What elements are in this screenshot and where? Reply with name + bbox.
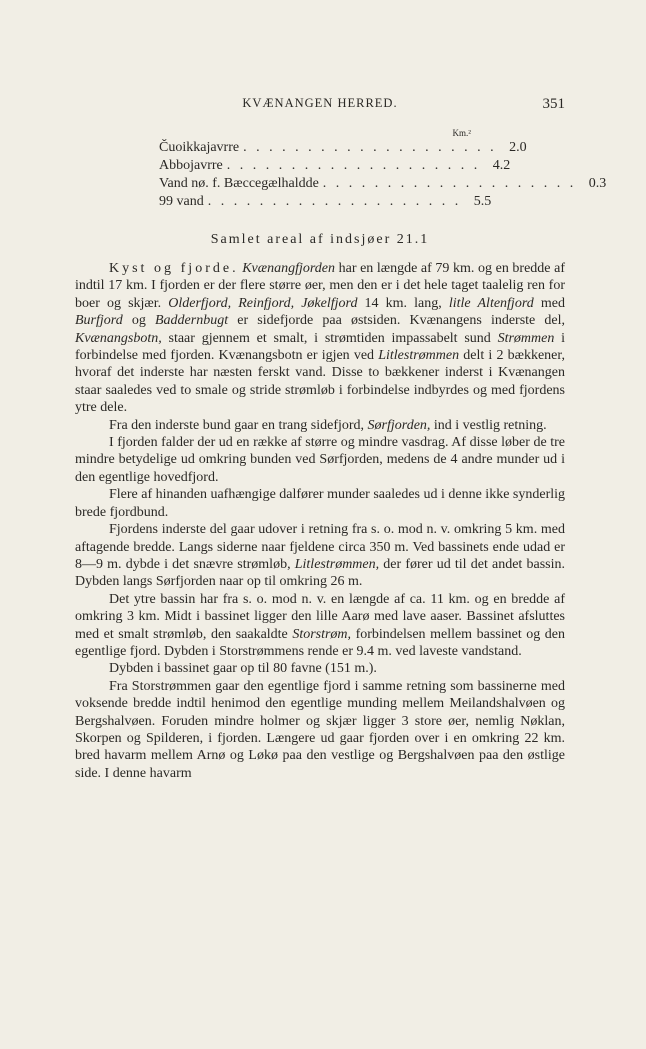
paragraph	[75, 591, 565, 661]
body-text	[75, 260, 565, 782]
text-run: har en længde af 79 km. og en bredde af indtil 17 km. I fjorden er der flere større øer, men den er i det hele taget taalelig ren for boer og skjær.	[75, 261, 565, 311]
page-header	[75, 96, 565, 114]
place-name: Kvænangsbotn,	[75, 330, 162, 346]
lake-area-table	[159, 128, 607, 211]
paragraph: Flere af hinanden uafhængige dalfører munder saaledes ud i denne ikke synderlig brede fjordbund.	[75, 487, 566, 520]
section-heading: Kyst og fjorde.	[109, 261, 239, 276]
place-name: Litlestrømmen,	[294, 556, 380, 572]
table-row	[159, 175, 607, 193]
text-run: Det ytre bassin har fra s. o. mod n. v. en længde af ca. 11 km. og en bredde af omkring 3 km. Midt i bassinet ligger den lille Aarø med lave aaser. Bassinet afsluttes med et smalt strømløb, den saakaldte	[75, 591, 565, 642]
lake-name: 99 vand	[159, 194, 204, 209]
paragraph	[75, 260, 565, 417]
lake-name: Abbojavrre	[159, 158, 223, 173]
text-run: Fjordens inderste del gaar udover i retning fra s. o. mod n. v. omkring 5 km. med aftagende bredde. Langs siderne naar fjeldene circa 350 m. Ved bassinets ende udad er 8—9 m. dybde i det snævre strømløb,	[75, 522, 565, 572]
place-name: Baddernbugt	[155, 313, 229, 329]
text-run: staar gjennem et smalt, i strømtiden impassabelt sund	[161, 330, 498, 346]
page-number: 351	[542, 96, 565, 112]
leader-dots: . . . . . . . . . . . . . . . . . . . .	[207, 194, 462, 209]
unit-label: Km.²	[452, 128, 471, 138]
text-run: 14 km. lang,	[357, 295, 449, 311]
place-name: litle Altenfjord	[448, 295, 534, 311]
lake-name: Vand nø. f. Bæccegælhaldde	[159, 176, 319, 191]
text-run: og	[122, 313, 155, 329]
text-run: der fører ud til det andet bassin. Dybden langs Sørfjorden naar op til omkring 26 m.	[75, 556, 565, 590]
paragraph	[75, 417, 565, 434]
text-run: Fra den inderste bund gaar en trang sidefjord,	[109, 417, 368, 433]
paragraph	[75, 521, 565, 591]
place-name: Litlestrømmen	[378, 348, 460, 364]
place-name: Strømmen	[497, 330, 555, 346]
table-row	[159, 157, 511, 175]
place-name: Sørfjorden,	[367, 417, 431, 433]
table-row	[159, 139, 527, 157]
place-name: Burfjord	[75, 313, 123, 329]
place-name: Storstrøm,	[292, 626, 352, 642]
paragraph: Fra Storstrømmen gaar den egentlige fjord i samme retning som bassinerne med voksende bredde indtil henimod den egentlige munding mellem Meilandshalvøen og Bergshalvøen. Foruden mindre holmer og skjær ligger 3 store øer, nemlig Nøklan, Skorpen og Spilderen, i fjorden. Længere ud gaar fjorden over i en omkring 22 km. bred havarm mellem Arnø og Løkø paa den vestlige og Bergshalvøen paa den østlige side. I denne havarm	[75, 678, 565, 781]
lake-area: 5.5	[473, 194, 492, 209]
leader-dots: . . . . . . . . . . . . . . . . . . . .	[243, 140, 497, 155]
text-run: forbindelsen mellem bassinet og den egentlige fjord. Dybden i Storstrømmens rende er 9.4 m. ved laveste vandstand.	[75, 626, 565, 659]
lake-area: 4.2	[492, 158, 511, 173]
leader-dots: . . . . . . . . . . . . . . . . . . . .	[226, 158, 481, 173]
paragraph: Dybden i bassinet gaar op til 80 favne (151 m.).	[109, 661, 377, 677]
leader-dots: . . . . . . . . . . . . . . . . . . . .	[322, 176, 577, 191]
paragraph: I fjorden falder der ud en række af større og mindre vasdrag. Af disse løber de tre mindre betydelige ud omkring bunden ved Sørfjorden, medens de 4 andre munder ud i den egentlige hovedfjord.	[75, 435, 565, 485]
lake-name: Čuoikkajavrre	[159, 140, 240, 155]
text-run: i forbindelse med fjorden. Kvænangsbotn er igjen ved	[75, 330, 566, 364]
text-run: med	[533, 295, 565, 311]
text-run: er sidefjorde paa østsiden. Kvænangens inderste del,	[228, 313, 565, 329]
place-name: Olderfjord, Reinfjord, Jøkelfjord	[168, 295, 358, 311]
lake-area: 0.3	[588, 176, 607, 191]
lake-area: 2.0	[509, 140, 527, 155]
total-area: Samlet areal af indsjøer 21.1	[210, 232, 430, 247]
text-run: ind i vestlig retning.	[430, 417, 547, 433]
running-title: KVÆNANGEN HERRED.	[242, 96, 398, 110]
text-run: delt i 2 bækkener, hvoraf det inderste har næsten ferskt vand. Disse to bækkener inderst i Kvænangen staar saaledes ved to smale og stride strømløb i forbindelse indbyrdes og med fjordens ytre dele.	[75, 348, 566, 416]
place-name: Kvænangfjorden	[242, 261, 335, 276]
table-row	[159, 193, 492, 211]
